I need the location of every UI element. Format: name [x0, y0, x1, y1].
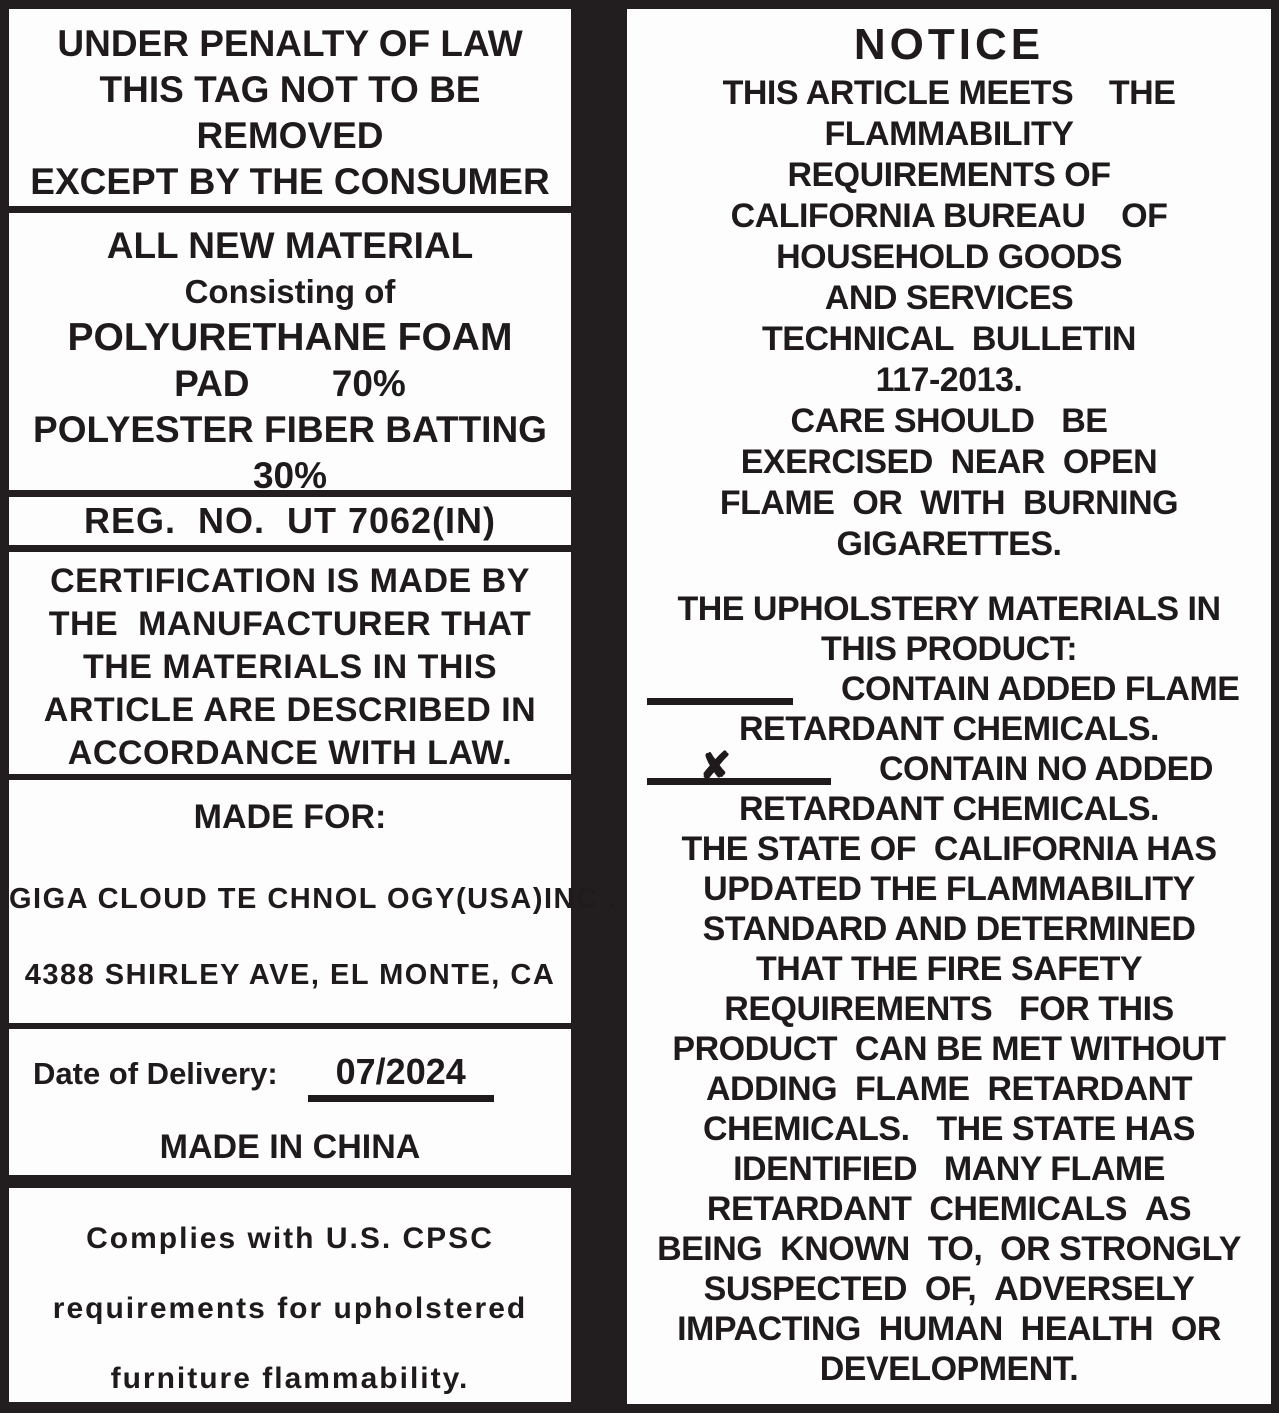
- material-batting-percent: 30%: [252, 455, 328, 496]
- option-contain-added-text2: RETARDANT CHEMICALS.: [738, 710, 1159, 748]
- text-line: SUSPECTED OF, ADVERSELY: [703, 1270, 1195, 1308]
- material-heading: ALL NEW MATERIAL: [106, 225, 474, 266]
- x-mark-icon: ✘: [699, 746, 731, 788]
- text-line: THE MANUFACTURER THAT: [48, 605, 532, 643]
- upholstery-intro-line: THE UPHOLSTERY MATERIALS IN: [677, 590, 1221, 628]
- text-line: CALIFORNIA BUREAU OF: [730, 197, 1168, 235]
- option-no-added-text2: RETARDANT CHEMICALS.: [738, 790, 1159, 828]
- penalty-notice-section: [9, 9, 571, 206]
- materials-content-section: [9, 213, 571, 496]
- checked-checkbox-line: [647, 745, 831, 788]
- material-pad-percent: PAD 70%: [174, 363, 406, 404]
- text-line: ACCORDANCE WITH LAW.: [67, 734, 513, 772]
- delivery-date-label: Date of Delivery:: [33, 1056, 278, 1091]
- text-line: FLAME OR WITH BURNING: [719, 484, 1179, 522]
- upholstery-materials-block: [627, 589, 1271, 829]
- option-contain-added-row: [627, 669, 1271, 709]
- upholstery-intro-line: THIS PRODUCT:: [820, 630, 1078, 668]
- delivery-date-row: [33, 1051, 571, 1102]
- text-line: THIS ARTICLE MEETS THE: [722, 74, 1176, 112]
- text-line: TECHNICAL BULLETIN: [762, 320, 1136, 358]
- registration-number: REG. NO. UT 7062(IN): [83, 500, 497, 541]
- text-line: EXERCISED NEAR OPEN: [740, 443, 1158, 481]
- state-flammability-paragraph: [627, 829, 1271, 1389]
- text-line: THIS TAG NOT TO BE: [99, 69, 481, 110]
- country-of-origin: MADE IN CHINA: [159, 1128, 421, 1166]
- text-line: REQUIREMENTS OF: [787, 156, 1111, 194]
- notice-panel: [627, 9, 1271, 1404]
- text-line: REMOVED: [196, 115, 384, 156]
- text-line: GIGARETTES.: [836, 525, 1062, 563]
- text-line: Complies with U.S. CPSC: [86, 1222, 494, 1255]
- delivery-date-section: [9, 1029, 571, 1175]
- blank-checkbox-line: [647, 665, 793, 705]
- text-line: FLAMMABILITY: [824, 115, 1074, 153]
- certification-section: [9, 552, 571, 774]
- text-line: CERTIFICATION IS MADE BY: [50, 562, 530, 600]
- text-line: IDENTIFIED MANY FLAME: [733, 1150, 1165, 1188]
- text-line: ADDING FLAME RETARDANT: [706, 1070, 1192, 1108]
- text-line: CARE SHOULD BE: [790, 402, 1108, 440]
- text-line: furniture flammability.: [110, 1362, 470, 1395]
- option-no-added-text: CONTAIN NO ADDED: [879, 750, 1213, 788]
- text-line: GIGA CLOUD TE CHNOL OGY(USA)INC .: [9, 883, 618, 915]
- text-line: REQUIREMENTS FOR THIS: [724, 990, 1174, 1028]
- text-line: ARTICLE ARE DESCRIBED IN: [43, 691, 537, 729]
- registration-number-section: [9, 497, 571, 545]
- text-line: HOUSEHOLD GOODS: [776, 238, 1122, 276]
- text-line: BEING KNOWN TO, OR STRONGLY: [657, 1230, 1241, 1268]
- option-no-added-row: [627, 746, 1271, 789]
- text-line: EXCEPT BY THE CONSUMER: [30, 161, 550, 202]
- text-line: THE STATE OF CALIFORNIA HAS: [681, 830, 1217, 868]
- made-for-section: [9, 780, 618, 1023]
- text-line: AND SERVICES: [824, 279, 1074, 317]
- text-line: RETARDANT CHEMICALS AS: [706, 1190, 1192, 1228]
- material-subheading: Consisting of: [184, 273, 396, 310]
- delivery-date-value: 07/2024: [308, 1051, 494, 1102]
- text-line: 117-2013.: [875, 361, 1023, 399]
- text-line: DEVELOPMENT.: [819, 1350, 1079, 1388]
- text-line: IMPACTING HUMAN HEALTH OR: [677, 1310, 1221, 1348]
- text-line: STANDARD AND DETERMINED: [702, 910, 1196, 948]
- text-line: UNDER PENALTY OF LAW: [57, 23, 523, 64]
- flammability-paragraph: [627, 73, 1271, 565]
- material-name: POLYURETHANE FOAM: [67, 316, 513, 359]
- option-contain-added-text: CONTAIN ADDED FLAME: [841, 670, 1240, 708]
- material-batting: POLYESTER FIBER BATTING: [33, 409, 547, 450]
- text-line: CHEMICALS. THE STATE HAS: [703, 1110, 1195, 1148]
- text-line: PRODUCT CAN BE MET WITHOUT: [672, 1030, 1226, 1068]
- made-for-title: MADE FOR:: [193, 798, 387, 836]
- notice-title: NOTICE: [853, 20, 1045, 69]
- cpsc-compliance-section: [9, 1188, 571, 1402]
- text-line: requirements for upholstered: [52, 1292, 528, 1325]
- text-line: UPDATED THE FLAMMABILITY: [703, 870, 1195, 908]
- text-line: THAT THE FIRE SAFETY: [755, 950, 1143, 988]
- text-line: THE MATERIALS IN THIS: [82, 648, 498, 686]
- text-line: 4388 SHIRLEY AVE, EL MONTE, CA: [24, 959, 556, 991]
